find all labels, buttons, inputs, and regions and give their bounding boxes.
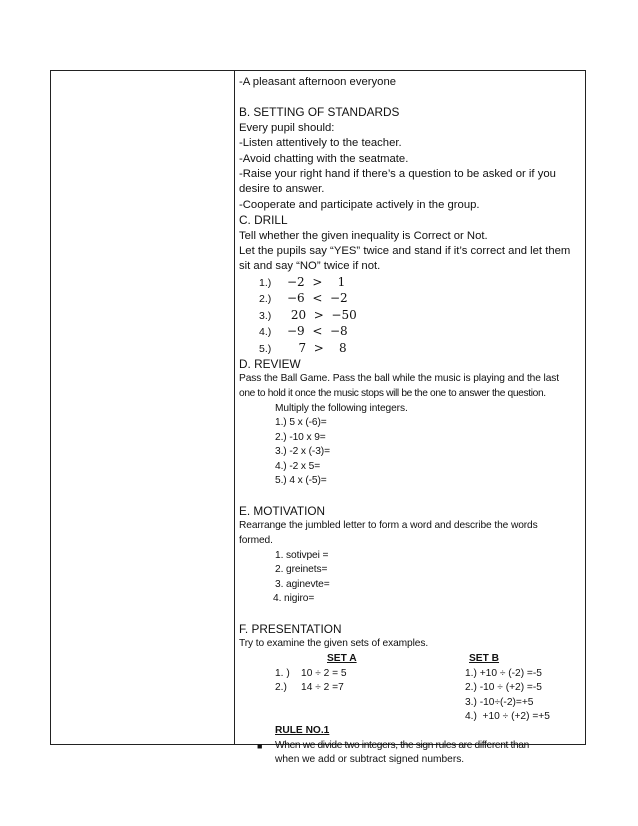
review-item: 4.) -2 x 5= bbox=[275, 460, 321, 472]
drill-item: 1.) −2 > 1 bbox=[259, 274, 346, 289]
rule-text-continuation: when we add or subtract signed numbers. bbox=[275, 754, 465, 766]
drill-item: 4.) −9 < −8 bbox=[259, 324, 348, 339]
presentation-intro: Try to examine the given sets of examples. bbox=[239, 638, 429, 650]
lesson-content bbox=[239, 75, 583, 768]
motivation-instruction: Rearrange the jumbled letter to form a word and describe the words bbox=[239, 520, 538, 532]
set-a-row: 2.) 14 ÷ 2 =7 bbox=[275, 682, 344, 694]
column-divider bbox=[234, 71, 235, 744]
jumbled-word-item: 1. sotivpei = bbox=[275, 549, 329, 561]
motivation-heading: E. MOTIVATION bbox=[239, 504, 326, 519]
motivation-instruction: formed. bbox=[239, 535, 273, 547]
rule-text: When we divide two integers, the sign rules are different than bbox=[275, 739, 529, 751]
rule-bullet bbox=[239, 739, 583, 754]
greeting-text: -A pleasant afternoon everyone bbox=[239, 76, 397, 88]
review-item: 1.) 5 x (-6)= bbox=[275, 417, 327, 429]
jumbled-word-item: 4. nigiro= bbox=[273, 593, 315, 605]
square-bullet-icon: ■ bbox=[257, 740, 263, 751]
standard-line: -Cooperate and participate actively in the group. bbox=[239, 198, 480, 211]
set-a-row: 1. ) 10 ÷ 2 = 5 bbox=[275, 667, 347, 679]
lesson-plan-table bbox=[50, 70, 586, 766]
review-subheading: Multiply the following integers. bbox=[275, 402, 408, 414]
presentation-heading: F. PRESENTATION bbox=[239, 622, 342, 637]
jumbled-word-item: 2. greinets= bbox=[275, 564, 328, 576]
jumbled-word-item: 3. aginevte= bbox=[275, 578, 330, 590]
set-b bbox=[465, 652, 585, 725]
standard-line: Every pupil should: bbox=[239, 121, 335, 134]
rule-title: RULE NO.1 bbox=[275, 725, 330, 737]
drill-instruction: Let the pupils say “YES” twice and stand if it’s correct and let them bbox=[239, 245, 571, 258]
drill-instruction: sit and say “NO” twice if not. bbox=[239, 260, 381, 273]
review-instruction: one to hold it once the music stops will be the one to answer the question. bbox=[239, 387, 546, 399]
review-item: 5.) 4 x (-5)= bbox=[275, 475, 327, 487]
drill-heading: C. DRILL bbox=[239, 213, 288, 228]
review-heading: D. REVIEW bbox=[239, 356, 301, 371]
drill-item: 2.) −6 < −2 bbox=[259, 291, 348, 306]
set-a-title: SET A bbox=[327, 653, 357, 665]
set-b-title: SET B bbox=[469, 653, 500, 665]
set-a bbox=[275, 652, 425, 696]
review-item: 2.) -10 x 9= bbox=[275, 431, 326, 443]
drill-instruction: Tell whether the given inequality is Correct or Not. bbox=[239, 229, 488, 242]
drill-item: 5.) 7 > 8 bbox=[259, 340, 347, 355]
standard-line: desire to answer. bbox=[239, 183, 325, 196]
drill-item: 3.) 20 > −50 bbox=[259, 307, 357, 322]
set-b-row: 3.) -10÷(-2)=+5 bbox=[465, 696, 534, 708]
example-sets bbox=[239, 652, 583, 724]
review-item: 3.) -2 x (-3)= bbox=[275, 446, 330, 458]
setting-standards-heading: B. SETTING OF STANDARDS bbox=[239, 105, 400, 120]
set-b-row: 2.) -10 ÷ (+2) =-5 bbox=[465, 682, 542, 694]
standard-line: -Avoid chatting with the seatmate. bbox=[239, 152, 409, 165]
standard-line: -Raise your right hand if there’s a question to be asked or if you bbox=[239, 168, 556, 181]
set-b-row: 4.) +10 ÷ (+2) =+5 bbox=[465, 711, 550, 723]
set-b-row: 1.) +10 ÷ (-2) =-5 bbox=[465, 667, 542, 679]
review-instruction: Pass the Ball Game. Pass the ball while the music is playing and the last bbox=[239, 373, 559, 385]
standard-line: -Listen attentively to the teacher. bbox=[239, 137, 402, 150]
